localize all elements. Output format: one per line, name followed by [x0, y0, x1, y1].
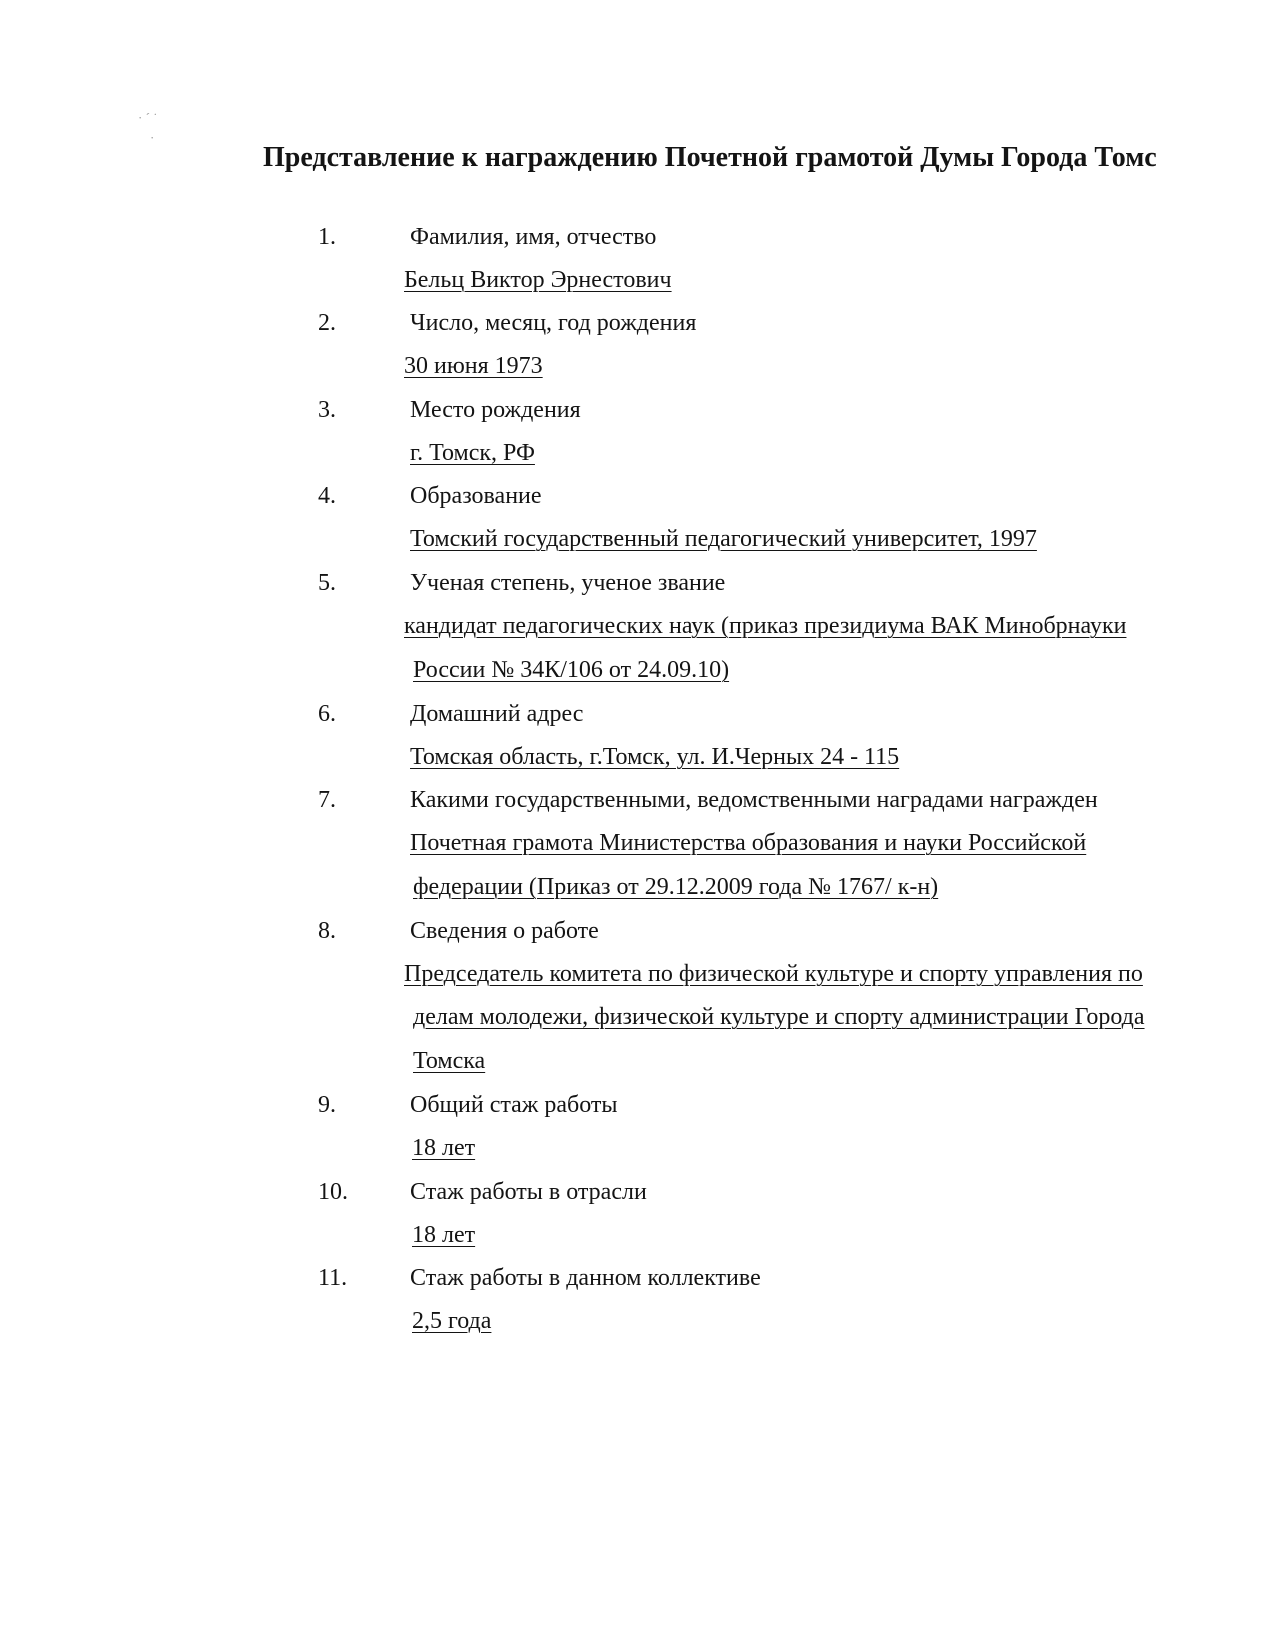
document-title: Представление к награждению Почетной грамотой Думы Города Томс — [263, 142, 1157, 173]
item-value: Председатель комитета по физической культуре и спорту управления по — [404, 961, 1143, 987]
item-number: 11. — [318, 1265, 348, 1291]
item-number: 3. — [318, 397, 336, 423]
item-label: Общий стаж работы — [410, 1092, 618, 1118]
item-number: 2. — [318, 310, 336, 336]
item-value: Томский государственный педагогический университет, 1997 — [410, 526, 1037, 552]
item-value: 30 июня 1973 — [404, 353, 543, 379]
item-label: Стаж работы в данном коллективе — [410, 1265, 761, 1291]
item-label: Число, месяц, год рождения — [410, 310, 697, 336]
item-number: 5. — [318, 570, 336, 596]
item-number: 6. — [318, 701, 336, 727]
item-value: 2,5 года — [412, 1308, 492, 1334]
item-value: г. Томск, РФ — [410, 440, 535, 466]
item-label: Место рождения — [410, 397, 581, 423]
item-value: кандидат педагогических наук (приказ президиума ВАК Минобрнауки — [404, 613, 1127, 639]
item-label: Фамилия, имя, отчество — [410, 224, 657, 250]
item-label: Домашний адрес — [410, 701, 584, 727]
item-number: 10. — [318, 1179, 348, 1205]
item-label: Стаж работы в отрасли — [410, 1179, 647, 1205]
item-value: 18 лет — [412, 1135, 476, 1161]
item-number: 4. — [318, 483, 336, 509]
item-value: 18 лет — [412, 1222, 476, 1248]
item-value: России № 34К/106 от 24.09.10) — [413, 657, 730, 683]
item-label: Ученая степень, ученое звание — [410, 570, 726, 596]
scan-speck: · ˊ ˙ — [138, 110, 158, 125]
item-value: федерации (Приказ от 29.12.2009 года № 1767/ к-н) — [413, 874, 939, 900]
item-number: 9. — [318, 1092, 336, 1118]
item-label: Какими государственными, ведомственными наградами награжден — [410, 787, 1098, 813]
item-value: Томская область, г.Томск, ул. И.Черных 24 - 115 — [410, 744, 900, 770]
item-value: Томска — [413, 1048, 486, 1074]
item-number: 1. — [318, 224, 336, 250]
scan-speck: · — [150, 130, 155, 145]
item-value: делам молодежи, физической культуре и спорту администрации Города — [413, 1004, 1145, 1030]
item-value: Почетная грамота Министерства образования и науки Российской — [410, 830, 1087, 856]
item-value: Бельц Виктор Эрнестович — [404, 267, 672, 293]
item-label: Образование — [410, 483, 542, 509]
item-number: 7. — [318, 787, 336, 813]
item-label: Сведения о работе — [410, 918, 599, 944]
item-number: 8. — [318, 918, 336, 944]
